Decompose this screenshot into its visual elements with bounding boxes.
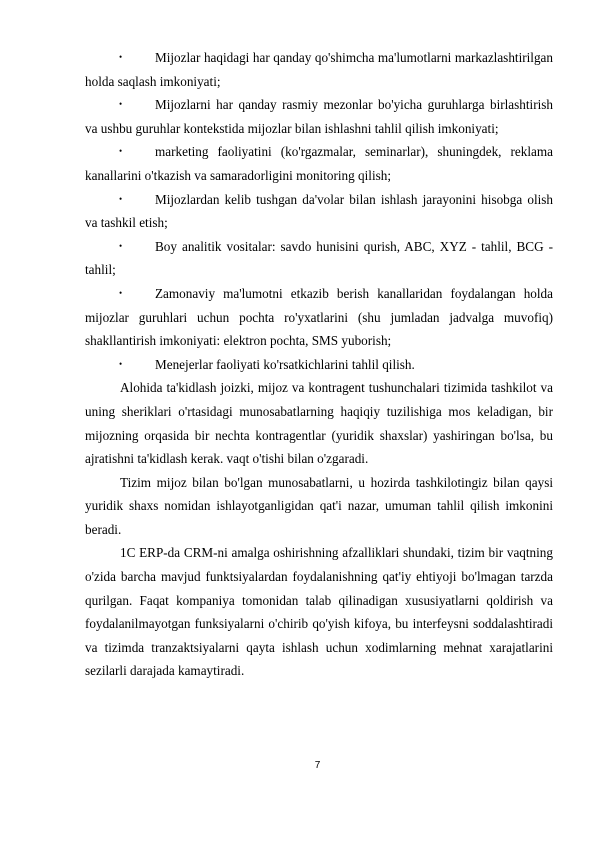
body-paragraph: Alohida ta'kidlash joizki, mijoz va kontragent tushunchalari tizimida tashkilot va uning sheriklari o'rtasidagi munosabatlarning haqiqiy tuzilishiga mos keladigan, bir mijozning orqasida bir nechta kontragentlar (yuridik shaxslar) yashiringan bo'lsa, bu ajratishni ta'kidlash kerak. vaqt o'tishi bilan o'zgaradi.	[85, 380, 553, 467]
bullet-text: Zamonaviy ma'lumotni etkazib berish kanallaridan foydalangan holda mijozlar guruhlari uchun pochta ro'yxatlarini (shu jumladan jadvalga muvofiq) shakllantirish imkoniyati: elektron pochta, SMS yuborish;	[85, 285, 553, 349]
bullet-item	[85, 140, 553, 187]
bullet-item	[85, 188, 553, 235]
bullet-icon: •	[119, 240, 123, 251]
bullet-icon: •	[119, 287, 123, 298]
body-paragraph: 1C ERP-da CRM-ni amalga oshirishning afzalliklari shundaki, tizim bir vaqtning o'zida barcha mavjud funktsiyalardan foydalanishning qat'iy ehtiyoji bo'lmagan tarzda qurilgan. Faqat kompaniya tomonidan talab qilinadigan xususiyatlarni qoldirish va foydalanilmayotgan funksiyalarni o'chirib qo'yish kifoya, bu interfeysni soddalashtiradi va tizimda tranzaktsiyalarni qayta ishlash uchun xodimlarning mehnat xarajatlarini sezilarli darajada kamaytiradi.	[85, 545, 553, 679]
bullet-item	[85, 282, 553, 353]
bullet-text: Boy analitik vositalar: savdo hunisini qurish, ABC, XYZ - tahlil, BCG - tahlil;	[85, 238, 553, 278]
bullet-icon: •	[119, 358, 123, 369]
bullet-text: Menejerlar faoliyati ko'rsatkichlarini tahlil qilish.	[155, 356, 415, 372]
bullet-text: marketing faoliyatini (ko'rgazmalar, seminarlar), shuningdek, reklama kanallarini o'tkazish va samaradorligini monitoring qilish;	[85, 144, 553, 183]
document-page	[85, 46, 553, 683]
body-paragraph: Tizim mijoz bilan bo'lgan munosabatlarni, u hozirda tashkilotingiz bilan qaysi yuridik shaxs nomidan ishlayotganligidan qat'i nazar, umuman tahlil qilish imkonini beradi.	[85, 474, 553, 537]
bullet-icon: •	[119, 52, 123, 62]
bullet-item	[85, 353, 553, 377]
bullet-item	[85, 235, 553, 282]
bullet-icon: •	[119, 146, 123, 157]
bullet-icon: •	[119, 99, 123, 110]
bullet-text: Mijozlarni har qanday rasmiy mezonlar bo'yicha guruhlarga birlashtirish va ushbu guruhlar kontekstida mijozlar bilan ishlashni tahlil qilish imkoniyati;	[85, 97, 553, 136]
bullet-text: Mijozlardan kelib tushgan da'volar bilan ishlash jarayonini hisobga olish va tashkil etish;	[85, 191, 553, 231]
page-number: 7	[314, 760, 321, 771]
bullet-icon: •	[119, 193, 123, 204]
bullet-item	[85, 46, 553, 93]
bullet-item	[85, 93, 553, 140]
bullet-text: Mijozlar haqidagi har qanday qo'shimcha ma'lumotlarni markazlashtirilgan holda saqlash imkoniyati;	[85, 50, 553, 89]
